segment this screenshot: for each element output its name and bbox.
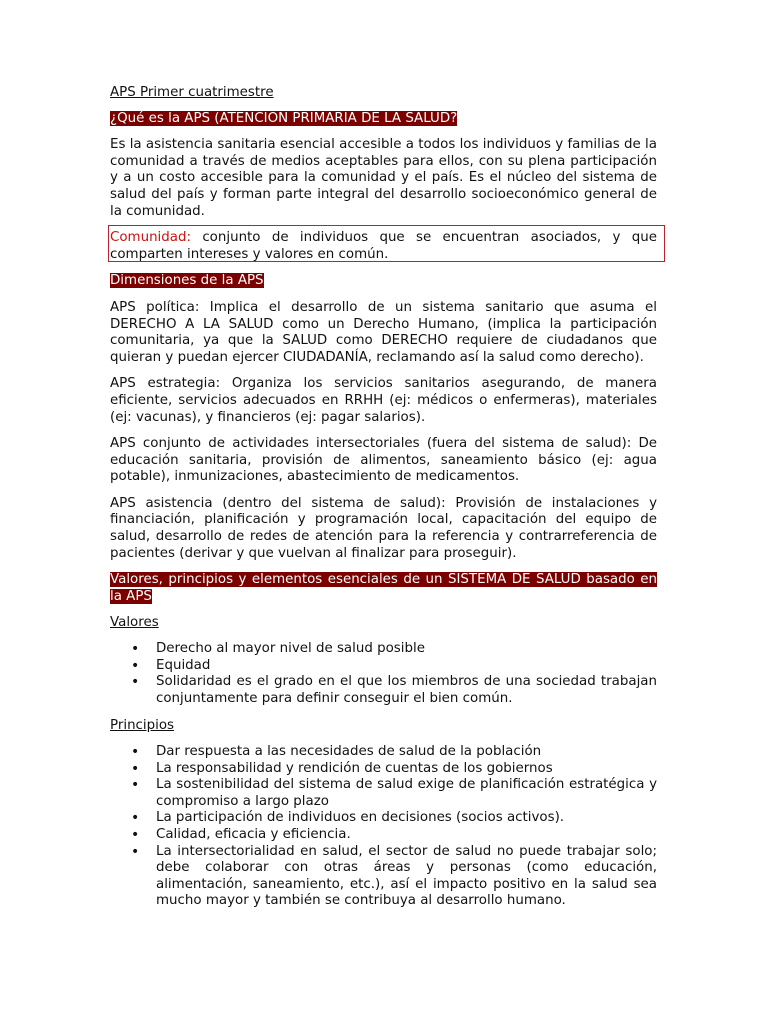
list-item: • La intersectorialidad en salud, el sector de salud no puede trabajar solo; debe colaborar con otras áreas y personas (como educación, alimentación, saneamiento, etc.), así el impacto positivo en la salud sea mucho mayor y también se contribuya al desarrollo humano. [156,844,657,910]
community-term: Comunidad: [110,230,191,246]
list-item: • La responsabilidad y rendición de cuentas de los gobiernos [156,761,657,778]
list-item: • Derecho al mayor nivel de salud posible [156,641,657,658]
values-list [110,641,657,707]
heading-dimensions [110,273,657,290]
document-page [110,85,657,921]
dimension-politica: APS política: Implica el desarrollo de un sistema sanitario que asuma el DERECHO A LA SALUD como un Derecho Humano, (implica la participación comunitaria, ya que la SALUD como DERECHO requiere de ciudadanos que quieran y puedan ejercer CIUDADANÍA, reclamando así la salud como derecho). [110,299,657,365]
list-item: • Dar respuesta a las necesidades de salud de la población [156,744,657,761]
principles-list [110,744,657,910]
list-item: • La participación de individuos en decisiones (socios activos). [156,810,657,827]
principles-subheading: Principios [110,718,175,734]
heading-values-principles [110,572,657,605]
community-definition-box [110,230,657,263]
dimension-intersectorial: APS conjunto de actividades intersectoriales (fuera del sistema de salud): De educación sanitaria, provisión de alimentos, saneamiento básico (ej: agua potable), inmunizaciones, abastecimiento de medicamentos. [110,436,657,485]
list-item: • La sostenibilidad del sistema de salud exige de planificación estratégica y compromiso a largo plazo [156,777,657,810]
heading-values-principles-text: Valores, principios y elementos esenciales de un SISTEMA DE SALUD basado en la APS [110,572,657,604]
dimension-estrategia: APS estrategia: Organiza los servicios sanitarios asegurando, de manera eficiente, servicios adecuados en RRHH (ej: médicos o enfermeras), materiales (ej: vacunas), y financieros (ej: pagar salarios). [110,376,657,425]
definition-paragraph: Es la asistencia sanitaria esencial accesible a todos los individuos y familias de la comunidad a través de medios aceptables para ellos, con su plena participación y a un costo accesible para la comunidad y el país. Es el núcleo del sistema de salud del país y forman parte integral del desarrollo socioeconómico general de la comunidad. [110,137,657,219]
heading-what-is-aps [110,111,657,128]
dimension-asistencia: APS asistencia (dentro del sistema de salud): Provisión de instalaciones y financiación, planificación y programación local, capacitación del equipo de salud, desarrollo de redes de atención para la referencia y contrarreferencia de pacientes (derivar y que vuelvan al finalizar para proseguir). [110,495,657,561]
heading-what-is-aps-text: ¿Qué es la APS (ATENCION PRIMARIA DE LA SALUD? [110,110,458,126]
values-subheading: Valores [110,615,159,631]
document-title: APS Primer cuatrimestre [110,85,274,100]
list-item: • Equidad [156,658,657,675]
list-item: • Solidaridad es el grado en el que los miembros de una sociedad trabajan conjuntamente para definir conseguir el bien común. [156,674,657,707]
heading-dimensions-text: Dimensiones de la APS [110,273,264,289]
community-text: conjunto de individuos que se encuentran asociados, y que comparten intereses y valores en común. [110,230,657,262]
list-item: • Calidad, eficacia y eficiencia. [156,827,657,844]
